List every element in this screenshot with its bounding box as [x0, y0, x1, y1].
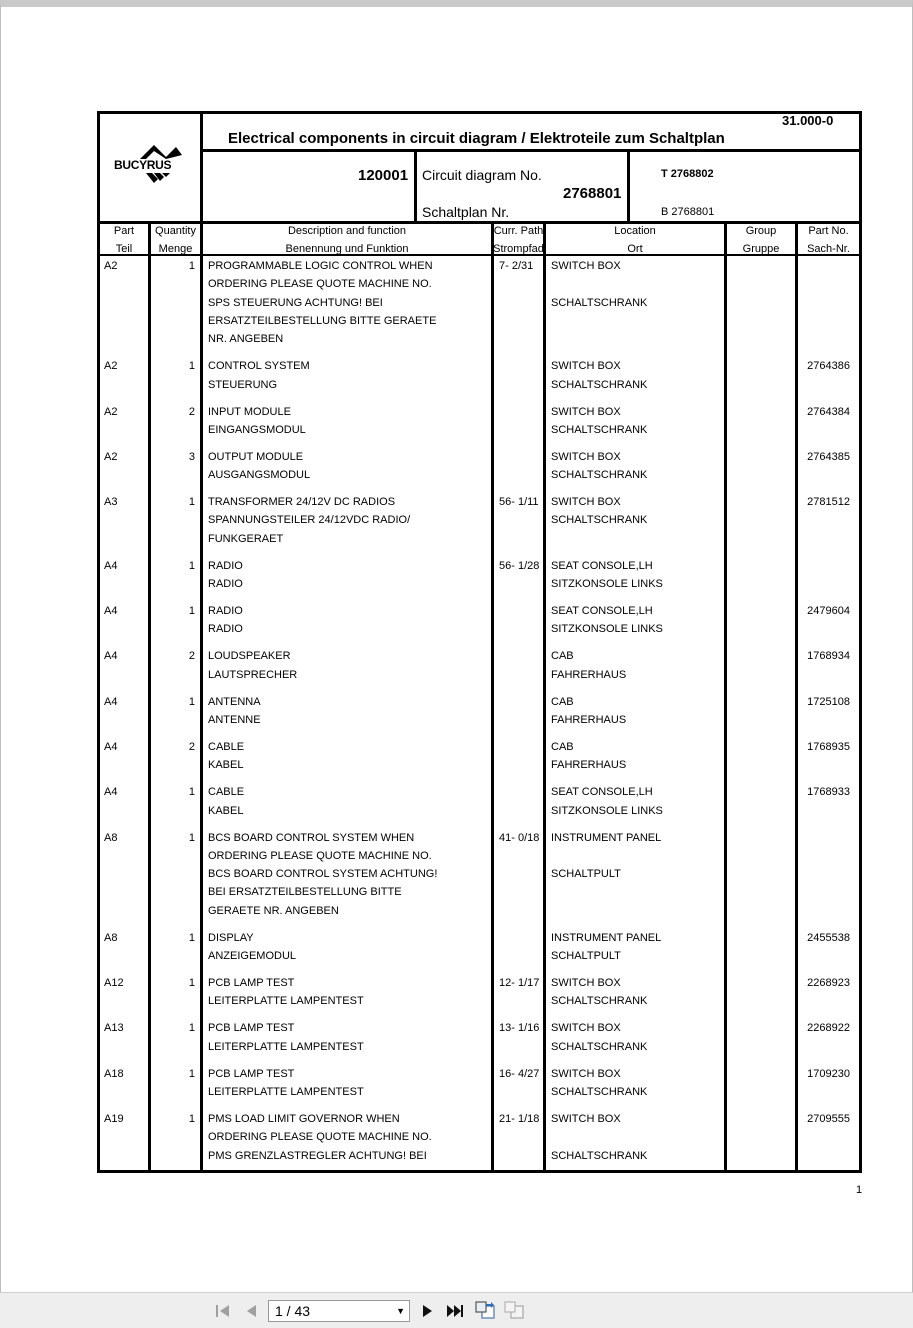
- quantity: 1: [188, 695, 195, 708]
- column-divider: [491, 221, 494, 1173]
- part-number: 2479604: [807, 605, 850, 617]
- current-path: 56- 1/11: [499, 496, 539, 509]
- description-line: KABEL: [208, 804, 244, 817]
- col-header-group: Group Gruppe: [742, 225, 780, 255]
- part-id: A4: [104, 695, 118, 708]
- col-header-quantity: Quantity Menge: [155, 225, 196, 255]
- current-path: 21- 1/18: [499, 1112, 540, 1125]
- quantity: 1: [188, 931, 195, 944]
- divider: [414, 149, 417, 223]
- part-id: A3: [104, 496, 118, 509]
- location-line: FAHRERHAUS: [551, 668, 627, 681]
- location-line: SEAT CONSOLE,LH: [551, 786, 653, 799]
- location-line: SWITCH BOX: [551, 260, 621, 272]
- part-id: A2: [104, 360, 118, 373]
- part-id: A4: [104, 605, 118, 617]
- description-line: CABLE: [208, 740, 245, 753]
- part-id: A19: [104, 1112, 124, 1125]
- current-path: 12- 1/17: [499, 977, 540, 989]
- description-line: SPANNUNGSTEILER 24/12VDC RADIO/: [208, 514, 411, 527]
- last-page-icon[interactable]: [444, 1302, 464, 1320]
- col-header-part: Part Teil: [113, 225, 135, 255]
- description-line: LEITERPLATTE LAMPENTEST: [208, 1040, 364, 1053]
- location-line: SCHALTSCHRANK: [551, 1040, 648, 1053]
- part-number: 2709555: [807, 1112, 850, 1125]
- part-id: A2: [104, 450, 118, 463]
- description-line: INPUT MODULE: [208, 405, 291, 418]
- quantity: 2: [188, 650, 195, 663]
- part-id: A2: [104, 260, 118, 272]
- description-line: RADIO: [208, 605, 243, 617]
- description-line: RADIO: [208, 623, 243, 636]
- description-line: DISPLAY: [208, 931, 254, 944]
- fit-width-icon[interactable]: [503, 1301, 525, 1319]
- next-page-icon[interactable]: [418, 1302, 436, 1320]
- table-bottom-border: [97, 1170, 862, 1173]
- part-number: 1768934: [807, 650, 850, 663]
- part-id: A4: [104, 650, 118, 663]
- divider: [627, 149, 630, 223]
- quantity: 1: [188, 260, 195, 272]
- location-line: SITZKONSOLE LINKS: [551, 804, 663, 817]
- location-line: FAHRERHAUS: [551, 759, 627, 772]
- location-line: INSTRUMENT PANEL: [551, 931, 662, 944]
- description-line: LEITERPLATTE LAMPENTEST: [208, 1085, 364, 1098]
- t-reference: T 2768802: [661, 168, 714, 180]
- description-line: OUTPUT MODULE: [208, 450, 304, 463]
- location-line: SWITCH BOX: [551, 1067, 621, 1080]
- description-line: FUNKGERAET: [208, 532, 284, 545]
- description-line: PCB LAMP TEST: [208, 1022, 295, 1035]
- description-line: CABLE: [208, 786, 245, 799]
- description-line: STEUERUNG: [208, 378, 278, 391]
- location-line: SCHALTSCHRANK: [551, 514, 648, 527]
- part-number: 2764385: [807, 450, 850, 463]
- page-selector[interactable]: [268, 1300, 410, 1322]
- description-line: ORDERING PLEASE QUOTE MACHINE NO.: [208, 1131, 432, 1144]
- location-line: SITZKONSOLE LINKS: [551, 623, 663, 636]
- col-header-location: Location Ort: [614, 225, 656, 255]
- quantity: 1: [188, 1067, 195, 1080]
- page-number: 1: [856, 1184, 863, 1196]
- quantity: 1: [188, 831, 195, 844]
- location-line: CAB: [551, 695, 574, 708]
- part-id: A18: [104, 1067, 124, 1080]
- current-path: 56- 1/28: [499, 559, 540, 572]
- part-id: A12: [104, 977, 124, 989]
- b-reference: B 2768801: [661, 206, 715, 218]
- current-path: 13- 1/16: [499, 1022, 540, 1035]
- diagram-info-row: [203, 149, 862, 223]
- part-number: 1768935: [807, 740, 850, 753]
- description-line: BEI ERSATZTEILBESTELLUNG BITTE: [208, 886, 402, 899]
- description-line: ANTENNA: [208, 695, 261, 708]
- location-line: SWITCH BOX: [551, 360, 621, 373]
- part-number: 2781512: [807, 496, 850, 509]
- description-line: ANZEIGEMODUL: [208, 950, 297, 962]
- quantity: 3: [188, 450, 195, 463]
- location-line: INSTRUMENT PANEL: [551, 831, 662, 844]
- part-number: 2764386: [807, 360, 850, 373]
- description-line: PCB LAMP TEST: [208, 977, 295, 989]
- document-code: 31.000-0: [782, 113, 834, 128]
- description-line: KABEL: [208, 759, 244, 772]
- fit-page-icon[interactable]: [474, 1301, 496, 1319]
- part-id: A4: [104, 740, 118, 753]
- location-line: SEAT CONSOLE,LH: [551, 559, 653, 572]
- quantity: 1: [188, 786, 195, 799]
- logo-text: BUCYRUS: [114, 158, 172, 172]
- part-number: 2455538: [807, 931, 850, 944]
- description-line: LAUTSPRECHER: [208, 668, 298, 681]
- description-line: PCB LAMP TEST: [208, 1067, 295, 1080]
- part-id: A13: [104, 1022, 124, 1035]
- quantity: 1: [188, 605, 195, 617]
- description-line: ANTENNE: [208, 713, 261, 726]
- location-line: SWITCH BOX: [551, 1112, 621, 1125]
- description-line: GERAETE NR. ANGEBEN: [208, 904, 339, 917]
- quantity: 2: [188, 740, 195, 753]
- description-line: PROGRAMMABLE LOGIC CONTROL WHEN: [208, 260, 433, 272]
- column-divider: [543, 221, 546, 1173]
- description-line: ORDERING PLEASE QUOTE MACHINE NO.: [208, 278, 432, 291]
- part-number: 1768933: [807, 786, 850, 799]
- location-line: SCHALTPULT: [551, 868, 621, 881]
- part-number: 2268922: [807, 1022, 850, 1035]
- location-line: CAB: [551, 740, 574, 753]
- part-number: 2268923: [807, 977, 850, 989]
- location-line: SWITCH BOX: [551, 977, 621, 989]
- current-path: 41- 0/18: [499, 831, 540, 844]
- circuit-diagram-label: Circuit diagram No.: [422, 167, 542, 183]
- description-line: RADIO: [208, 578, 243, 590]
- location-line: SCHALTPULT: [551, 950, 621, 962]
- quantity: 1: [188, 1112, 195, 1125]
- part-number: 1709230: [807, 1067, 850, 1080]
- document-title: Electrical components in circuit diagram / Elektroteile zum Schaltplan: [228, 130, 725, 147]
- location-line: SCHALTSCHRANK: [551, 1149, 648, 1162]
- column-divider: [200, 221, 203, 1173]
- part-number: 1725108: [807, 695, 850, 708]
- location-line: SWITCH BOX: [551, 405, 621, 418]
- description-line: BCS BOARD CONTROL SYSTEM WHEN: [208, 831, 415, 844]
- description-line: SPS STEUERUNG ACHTUNG! BEI: [208, 296, 383, 309]
- part-id: A4: [104, 559, 118, 572]
- table-border-right: [859, 221, 862, 1173]
- location-line: SCHALTSCHRANK: [551, 1085, 648, 1098]
- description-line: NR. ANGEBEN: [208, 333, 284, 346]
- description-line: TRANSFORMER 24/12V DC RADIOS: [208, 496, 396, 509]
- description-line: EINGANGSMODUL: [208, 423, 306, 436]
- quantity: 1: [188, 977, 195, 989]
- quantity: 1: [188, 360, 195, 373]
- description-line: PMS GRENZLASTREGLER ACHTUNG! BEI: [208, 1149, 427, 1162]
- col-header-part-no: Part No. Sach-Nr.: [807, 225, 850, 255]
- location-line: SITZKONSOLE LINKS: [551, 578, 663, 590]
- col-header-description: Description and function Benennung und Funktion: [285, 225, 409, 255]
- description-line: BCS BOARD CONTROL SYSTEM ACHTUNG!: [208, 868, 438, 881]
- description-line: ERSATZTEILBESTELLUNG BITTE GERAETE: [208, 314, 437, 327]
- location-line: SWITCH BOX: [551, 1022, 621, 1035]
- part-id: A2: [104, 405, 118, 418]
- location-line: SWITCH BOX: [551, 450, 621, 463]
- description-line: RADIO: [208, 559, 243, 572]
- description-line: PMS LOAD LIMIT GOVERNOR WHEN: [208, 1112, 400, 1125]
- location-line: SCHALTSCHRANK: [551, 378, 648, 391]
- part-id: A8: [104, 931, 118, 944]
- location-line: FAHRERHAUS: [551, 713, 627, 726]
- location-line: SCHALTSCHRANK: [551, 296, 648, 309]
- part-number: 2764384: [807, 405, 850, 418]
- location-line: SCHALTSCHRANK: [551, 995, 648, 1008]
- location-line: SEAT CONSOLE,LH: [551, 605, 653, 617]
- table-border-left: [97, 221, 100, 1173]
- quantity: 1: [188, 496, 195, 509]
- quantity: 1: [188, 559, 195, 572]
- current-path: 7- 2/31: [499, 260, 534, 272]
- diagram-id: 120001: [358, 167, 409, 184]
- description-line: LEITERPLATTE LAMPENTEST: [208, 995, 364, 1008]
- quantity: 2: [188, 405, 195, 418]
- location-line: CAB: [551, 650, 574, 663]
- description-line: ORDERING PLEASE QUOTE MACHINE NO.: [208, 849, 432, 862]
- location-line: SCHALTSCHRANK: [551, 423, 648, 436]
- schaltplan-label: Schaltplan Nr.: [422, 204, 510, 220]
- description-line: CONTROL SYSTEM: [208, 360, 310, 373]
- chevron-down-icon: ▼: [396, 1306, 405, 1316]
- part-id: A4: [104, 786, 118, 799]
- description-line: AUSGANGSMODUL: [208, 469, 311, 482]
- current-path: 16- 4/27: [499, 1067, 540, 1080]
- page-indicator: 1 / 43: [275, 1303, 311, 1319]
- column-divider: [724, 221, 727, 1173]
- quantity: 1: [188, 1022, 195, 1035]
- description-line: LOUDSPEAKER: [208, 650, 291, 663]
- first-page-icon[interactable]: [214, 1302, 232, 1320]
- location-line: SCHALTSCHRANK: [551, 469, 648, 482]
- location-line: SWITCH BOX: [551, 496, 621, 509]
- prev-page-icon[interactable]: [243, 1302, 261, 1320]
- part-id: A8: [104, 831, 118, 844]
- circuit-diagram-number: 2768801: [563, 185, 622, 202]
- col-header-current-path: Curr. Path Strompfad: [493, 225, 544, 255]
